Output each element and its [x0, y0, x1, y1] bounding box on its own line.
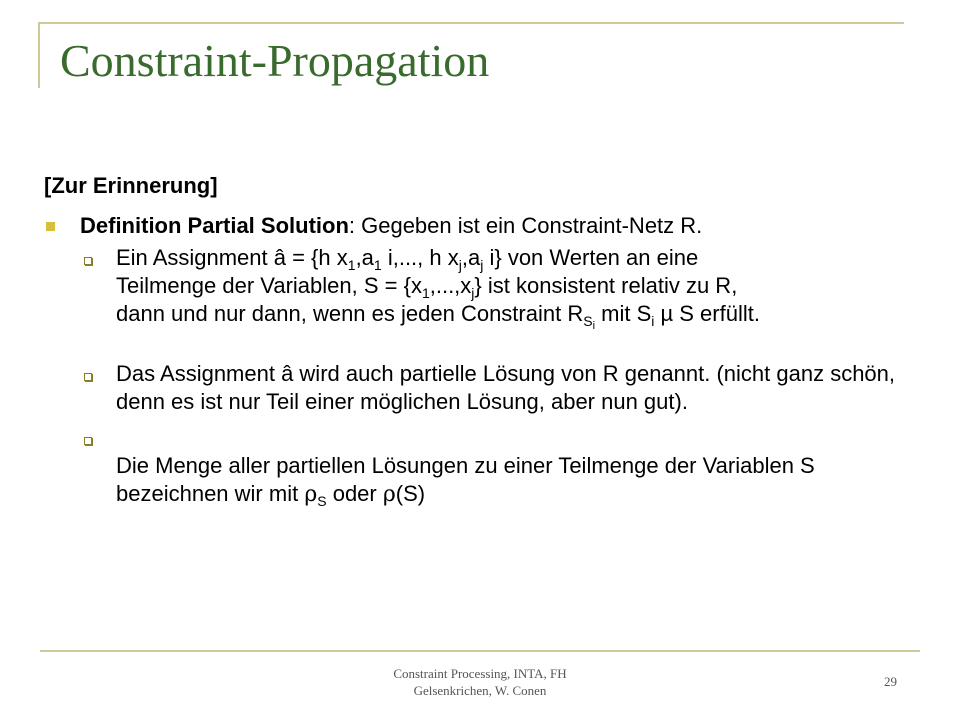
frame-top-rule — [38, 22, 904, 24]
assignment-line-1: Ein Assignment â = {h $x_1,a_1$ i,..., h $x_j,a_j$ i} von Werten an eine — [116, 245, 699, 273]
footer-caption — [360, 665, 600, 699]
hollow-square-bullet-icon — [84, 373, 92, 381]
square-bullet-icon — [46, 222, 55, 231]
hollow-square-bullet-icon — [84, 437, 92, 445]
slide-title: Constraint-Propagation — [60, 35, 490, 86]
assignment-line-2: Teilmenge der Variablen, $S = \{x_1,...,x_j\}$ ist konsistent relativ zu R, — [116, 273, 738, 301]
partial-solution-text: Das Assignment â wird auch partielle Lösung von R genannt. (nicht ganz schön, denn es ist nur Teil einer möglichen Lösung, aber nun gut). — [116, 361, 896, 414]
hollow-square-bullet-icon — [84, 257, 92, 265]
sub-bullet-partial-solution — [44, 360, 924, 416]
slide-content — [44, 172, 924, 509]
sub-bullet-rho — [44, 424, 924, 509]
footer-rule — [40, 650, 920, 652]
definition-text: : Gegeben ist ein Constraint-Netz R. — [348, 213, 703, 238]
page-number: 29 — [884, 674, 897, 689]
definition-term: Definition Partial Solution — [80, 213, 349, 238]
frame-left-rule — [38, 22, 40, 88]
footer-line-2: Gelsenkrichen, W. Conen — [413, 683, 547, 698]
assignment-line-3: dann und nur dann, wenn es jeden Constraint $R_{S_i}$ mit $S_i$ µ S erfüllt. — [116, 301, 760, 332]
footer-line-1: Constraint Processing, INTA, FH — [393, 666, 567, 681]
definition-bullet — [44, 212, 924, 240]
sub-bullet-assignment — [44, 244, 924, 332]
rho-text: Die Menge aller partiellen Lösungen zu einer Teilmenge der Variablen S bezeichnen wir mit $\rho_S$ oder ρ(S) — [116, 453, 815, 509]
reminder-heading: [Zur Erinnerung] — [44, 173, 218, 198]
empty-line — [116, 424, 924, 452]
